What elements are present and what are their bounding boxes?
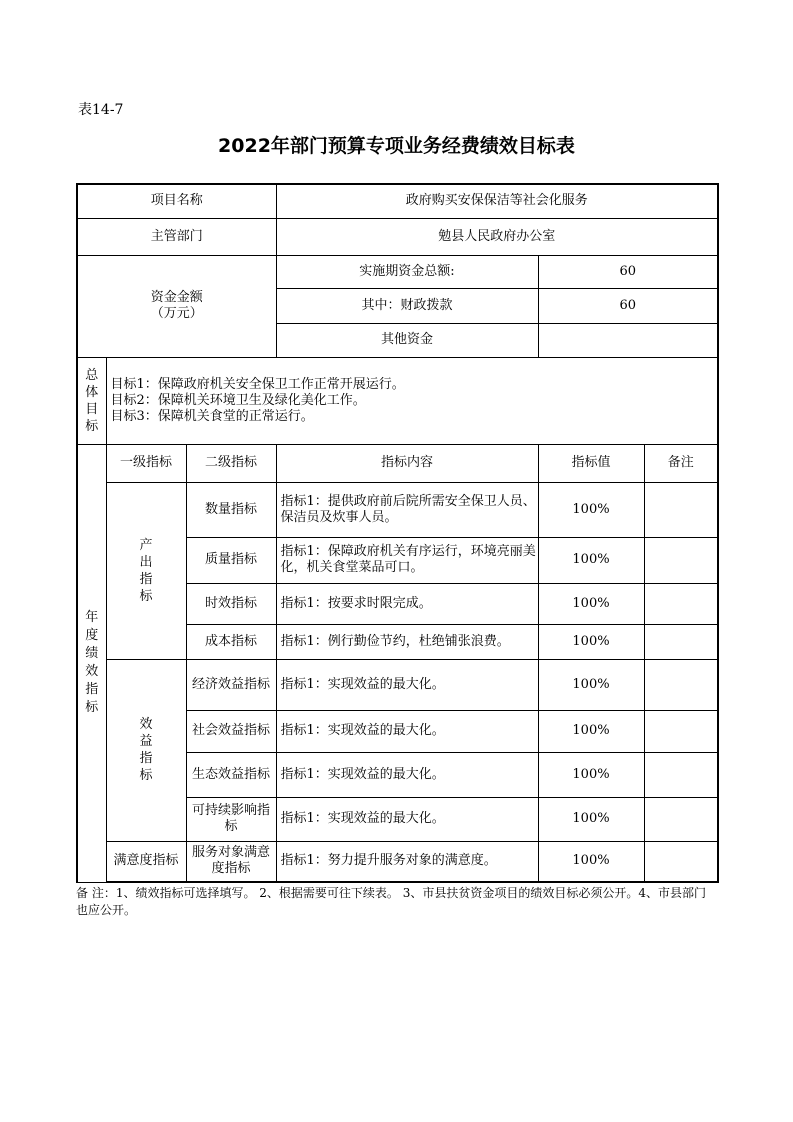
satisfaction-indicators-cell: 满意度指标: [106, 841, 186, 882]
level2-cell: 经济效益指标: [186, 659, 276, 710]
funds-unit: （万元）: [150, 306, 203, 321]
goals-content: [106, 357, 718, 444]
value-cell: 100%: [538, 537, 644, 583]
output-indicators-cell: [106, 482, 186, 659]
col-header-value: 指标值: [538, 444, 644, 482]
note-cell: [644, 752, 718, 797]
content-cell: 指标1：实现效益的最大化。: [276, 710, 538, 752]
fund-total-value: 60: [538, 255, 718, 288]
project-label: 项目名称: [77, 184, 276, 218]
project-value: 政府购买安保保洁等社会化服务: [276, 184, 718, 218]
value-cell: 100%: [538, 482, 644, 537]
level2-cell: 社会效益指标: [186, 710, 276, 752]
value-cell: 100%: [538, 710, 644, 752]
content-cell: 指标1：实现效益的最大化。: [276, 752, 538, 797]
col-header-level2: 二级指标: [186, 444, 276, 482]
fund-fiscal-value: 60: [538, 288, 718, 323]
fund-other-label: 其他资金: [276, 323, 538, 357]
benefit-indicators-cell: [106, 659, 186, 841]
goal-line: 目标1：保障政府机关安全保卫工作正常开展运行。: [110, 376, 405, 392]
level2-cell: 可持续影响指标: [186, 797, 276, 841]
row-goals: [77, 357, 718, 444]
content-cell: 指标1：提供政府前后院所需安全保卫人员、保洁员及炊事人员。: [276, 482, 538, 537]
row-indicator-headers: [77, 444, 718, 482]
value-cell: 100%: [538, 797, 644, 841]
annual-indicators-label-cell: [77, 444, 106, 882]
note-cell: [644, 659, 718, 710]
dept-label: 主管部门: [77, 218, 276, 255]
table-number: 表14-7: [78, 102, 124, 118]
performance-target-table: [76, 183, 719, 883]
footnote: 备 注：1、绩效指标可选择填写。 2、根据需要可往下续表。 3、市县扶贫资金项目的绩效目标必须公开。4、市县部门也应公开。: [76, 886, 706, 917]
row-fund-total: [77, 255, 718, 288]
content-cell: 指标1：按要求时限完成。: [276, 583, 538, 624]
goals-label-cell: [77, 357, 106, 444]
annual-indicators-label: 年度绩效指标: [85, 610, 99, 715]
value-cell: 100%: [538, 624, 644, 659]
value-cell: 100%: [538, 583, 644, 624]
goal-line: 目标2：保障机关环境卫生及绿化美化工作。: [110, 392, 366, 408]
content-cell: 指标1：保障政府机关有序运行，环境亮丽美化，机关食堂菜品可口。: [276, 537, 538, 583]
value-cell: 100%: [538, 841, 644, 882]
note-cell: [644, 710, 718, 752]
note-cell: [644, 583, 718, 624]
content-cell: 指标1：实现效益的最大化。: [276, 797, 538, 841]
output-indicators-label: 产出指标: [139, 537, 153, 604]
row-project: [77, 184, 718, 218]
page-title: 2022年部门预算专项业务经费绩效目标表: [218, 135, 575, 157]
note-cell: [644, 482, 718, 537]
content-cell: 指标1：例行勤俭节约，杜绝铺张浪费。: [276, 624, 538, 659]
level2-cell: 成本指标: [186, 624, 276, 659]
note-cell: [644, 797, 718, 841]
goal-line: 目标3：保障机关食堂的正常运行。: [110, 408, 314, 424]
row-dept: [77, 218, 718, 255]
value-cell: 100%: [538, 752, 644, 797]
table-row: [77, 841, 718, 882]
fund-fiscal-label: 其中：财政拨款: [276, 288, 538, 323]
dept-value: 勉县人民政府办公室: [276, 218, 718, 255]
level2-cell: 服务对象满意度指标: [186, 841, 276, 882]
content-cell: 指标1：实现效益的最大化。: [276, 659, 538, 710]
level2-cell: 数量指标: [186, 482, 276, 537]
funds-label-cell: [77, 255, 276, 357]
level2-cell: 时效指标: [186, 583, 276, 624]
funds-label: 资金金额: [150, 290, 203, 305]
note-cell: [644, 537, 718, 583]
level2-cell: 质量指标: [186, 537, 276, 583]
col-header-note: 备注: [644, 444, 718, 482]
content-cell: 指标1：努力提升服务对象的满意度。: [276, 841, 538, 882]
benefit-indicators-label: 效益指标: [139, 717, 153, 783]
note-cell: [644, 624, 718, 659]
fund-total-label: 实施期资金总额:: [276, 255, 538, 288]
goals-label: 总体目标: [85, 367, 99, 434]
level2-cell: 生态效益指标: [186, 752, 276, 797]
col-header-content: 指标内容: [276, 444, 538, 482]
fund-other-value: [538, 323, 718, 357]
note-cell: [644, 841, 718, 882]
col-header-level1: 一级指标: [106, 444, 186, 482]
table-row: [77, 482, 718, 537]
value-cell: 100%: [538, 659, 644, 710]
table-row: [77, 659, 718, 710]
